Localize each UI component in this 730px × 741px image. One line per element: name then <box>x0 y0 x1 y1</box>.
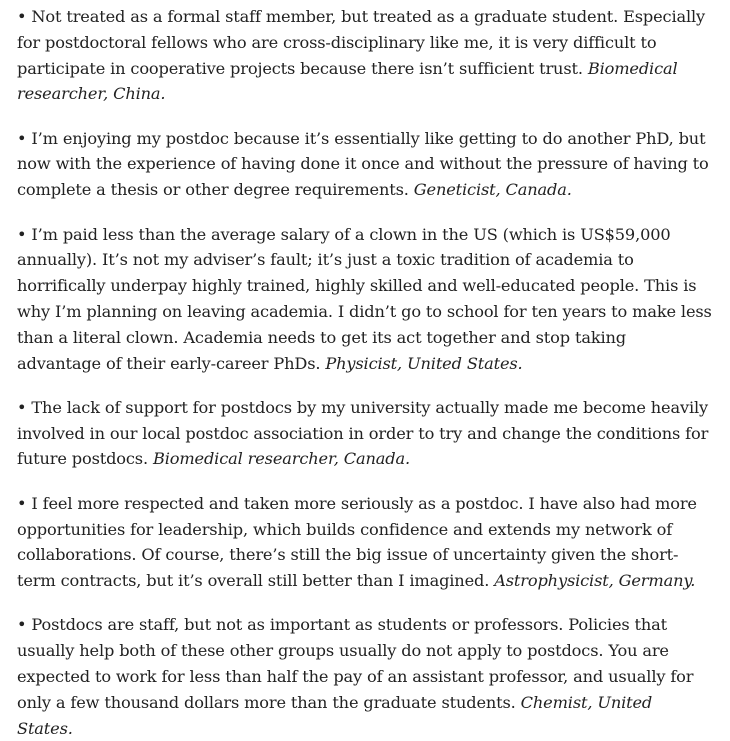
quote-text: I’m paid less than the average salary of a clown in the US (which is US$59,000 annually). It’s not my adviser’s fault; it’s just a toxic tradition of academia to horrifically underpay highly trained, highly skilled and well-educated people. This is why I’m planning on leaving academia. I didn’t go to school for ten years to make less than a literal clown. Academia needs to get its act together and stop taking advantage of their early-career PhDs. <box>17 224 712 373</box>
quote-item <box>17 395 712 472</box>
quote-attribution: Astrophysicist, Germany. <box>494 571 696 591</box>
quote-attribution: Biomedical researcher, Canada. <box>152 449 410 469</box>
quote-text: The lack of support for postdocs by my university actually made me become heavily involved in our local postdoc association in order to try and change the conditions for future postdocs. <box>17 397 709 469</box>
quote-text: I feel more respected and taken more seriously as a postdoc. I have also had more opportunities for leadership, which builds confidence and extends my network of collaborations. Of course, there’s still the big issue of uncertainty given the short-term contracts, but it’s overall still better than I imagined. <box>17 493 697 591</box>
quote-attribution: Physicist, United States. <box>325 353 523 373</box>
bullet: • <box>17 128 27 148</box>
bullet: • <box>17 397 27 417</box>
quote-text: Not treated as a formal staff member, but treated as a graduate student. Especially for postdoctoral fellows who are cross-disciplinary like me, it is very difficult to participate in cooperative projects because there isn’t sufficient trust. <box>17 7 706 78</box>
quote-attribution: Chemist, United States. <box>17 692 653 738</box>
quote-item <box>17 491 712 594</box>
quote-text: Postdocs are staff, but not as important as students or professors. Policies that usually help both of these other groups usually do not apply to postdocs. You are expected to work for less than half the pay of an assistant professor, and usually for only a few thousand dollars more than the graduate students. <box>17 615 694 712</box>
bullet: • <box>17 615 27 635</box>
quote-item <box>17 222 712 377</box>
bullet: • <box>17 224 27 244</box>
bullet: • <box>17 7 27 26</box>
quote-attribution: Geneticist, Canada. <box>413 180 572 200</box>
quote-item <box>17 126 712 203</box>
quote-text: I’m enjoying my postdoc because it’s essentially like getting to do another PhD, but now with the experience of having done it once and without the pressure of having to complete a thesis or other degree requirements. <box>17 128 709 200</box>
quote-item <box>17 612 712 741</box>
quote-item <box>17 4 712 107</box>
quote-attribution: Biomedical researcher, China. <box>17 58 678 104</box>
bullet: • <box>17 493 27 513</box>
